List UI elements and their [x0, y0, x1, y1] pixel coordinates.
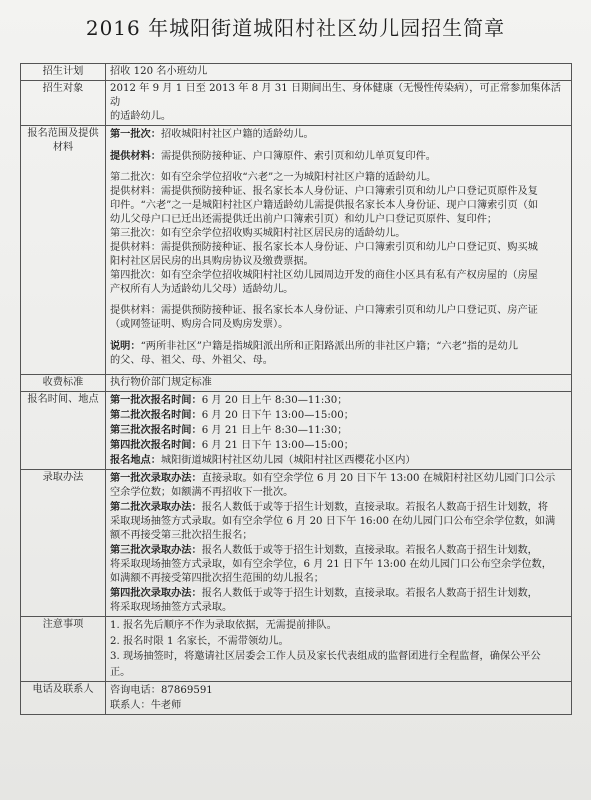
admission-line: 第三批次录取办法：报名人数低于或等于招生计划数，直接录取。若报名人数高于招生计划数， — [110, 544, 538, 556]
place-row: 报名地点：城阳街道城阳村社区幼儿园（城阳村社区西樱花小区内） — [110, 454, 416, 466]
admission-line: 将采取现场抽签方式录取，如有空余学位，6 月 21 日下午 13:00 在幼儿园门口公布空余学位数， — [110, 559, 552, 570]
target-line: 的适龄幼儿。 — [110, 111, 172, 122]
note-line: 说明：“两所非社区”户籍是指城阳派出所和正阳路派出所的非社区户籍；“六老”指的是幼儿 — [110, 340, 518, 352]
value-target — [106, 81, 572, 126]
admission-line: 第二批次录取办法：报名人数低于或等于招生计划数，直接录取。若报名人数高于招生计划数，将 — [110, 501, 549, 513]
batch4-material: （或网签证明、购房合同及购房发票）。 — [110, 319, 289, 330]
admission-line: 第一批次录取办法：直接录取。如有空余学位 6 月 20 日下午 13:00 在城阳村社区幼儿园门口公示 — [110, 472, 556, 484]
value-time — [106, 392, 572, 470]
notes-line: 1. 报名先后顺序不作为录取依据，无需提前排队。 — [110, 620, 337, 631]
label-plan: 招生计划 — [21, 64, 106, 81]
target-line: 2012 年 9 月 1 日至 2013 年 8 月 31 日期间出生、身体健康（无慢性传染病），可正常参加集体活动 — [110, 83, 561, 108]
row-notes — [21, 617, 572, 682]
batch2-line: 提供材料：需提供预防接种证、报名家长本人身份证、户口簿索引页和幼儿户口登记页原件及复 — [110, 186, 538, 197]
label-fee: 收费标准 — [21, 375, 106, 392]
value-plan: 招收 120 名小班幼儿 — [106, 64, 572, 81]
label-time: 报名时间、地点 — [21, 392, 106, 470]
batch2-line: 幼儿父母户口已迁出还需提供迁出前户口簿索引页）和幼儿户口登记页原件、复印件； — [110, 214, 498, 225]
row-contact — [21, 682, 572, 715]
row-fee — [21, 375, 572, 392]
batch3-line: 第三批次：如有空余学位招收购买城阳村社区居民房的适龄幼儿。 — [110, 228, 406, 239]
notes-line: 正。 — [110, 666, 131, 678]
time-row: 第三批次报名时间：6 月 21 日上午 8:30—11:30； — [110, 424, 348, 436]
label-scope: 报名范围及提供材料 — [21, 126, 106, 375]
label-notes: 注意事项 — [21, 617, 106, 682]
value-scope — [106, 126, 572, 375]
page-title: 2016 年城阳街道城阳村社区幼儿园招生简章 — [85, 16, 506, 40]
label-admission: 录取办法 — [21, 470, 106, 617]
batch4-material: 提供材料：需提供预防接种证、报名家长本人身份证、户口簿索引页和幼儿户口登记页、房产证 — [110, 305, 538, 316]
row-target — [21, 81, 572, 126]
label-contact: 电话及联系人 — [21, 682, 106, 715]
batch3-line: 提供材料：需提供预防接种证、报名家长本人身份证、户口簿索引页和幼儿户口登记页、购买城 — [110, 242, 538, 253]
admission-line: 采取现场抽签方式录取。如有空余学位 6 月 20 日下午 16:00 在幼儿园门口公布空余学位数，如满 — [110, 516, 556, 527]
value-contact — [106, 682, 572, 715]
batch2-line: 第二批次：如有空余学位招收“六老”之一为城阳村社区户籍的适龄幼儿。 — [110, 172, 437, 183]
contact-phone: 咨询电话：87869591 — [110, 685, 213, 696]
batch3-line: 阳村社区居民房的出具购房协议及缴费票据。 — [110, 256, 314, 267]
value-admission — [106, 470, 572, 617]
row-admission — [21, 470, 572, 617]
admission-line: 额不再接受第三批次招生报名； — [110, 530, 253, 541]
contact-person: 联系人：牛老师 — [110, 700, 182, 711]
admission-line: 第四批次录取办法：报名人数低于或等于招生计划数，直接录取。若报名人数高于招生计划数， — [110, 587, 538, 599]
row-scope — [21, 126, 572, 375]
value-fee: 执行物价部门规定标准 — [106, 375, 572, 392]
batch4-line: 产权所有人为适龄幼儿父母）适龄幼儿。 — [110, 284, 294, 295]
label-target: 招生对象 — [21, 81, 106, 126]
batch4-line: 第四批次：如有空余学位招收城阳村社区幼儿园周边开发的商住小区具有私有产权房屋的（房屋 — [110, 270, 538, 281]
row-plan — [21, 64, 572, 81]
enrollment-table — [20, 63, 572, 715]
value-notes — [106, 617, 572, 682]
admission-line: 如满额不再接受第四批次招生范围的幼儿报名； — [110, 573, 324, 584]
admission-line: 将采取现场抽签方式录取。 — [110, 602, 233, 613]
row-time — [21, 392, 572, 470]
batch1-line: 第一批次：招收城阳村社区户籍的适龄幼儿。 — [110, 128, 314, 140]
time-row: 第四批次报名时间：6 月 21 日下午 13:00—15:00； — [110, 439, 354, 451]
notes-line: 3. 现场抽签时，将邀请社区居委会工作人员及家长代表组成的监督团进行全程监督，确保公平公 — [110, 651, 541, 662]
time-row: 第一批次报名时间：6 月 20 日上午 8:30—11:30； — [110, 394, 348, 406]
batch1-material: 提供材料：需提供预防接种证、户口簿原件、索引页和幼儿单页复印件。 — [110, 150, 436, 162]
notes-line: 2. 报名时限 1 名家长，不需带领幼儿。 — [110, 635, 289, 647]
admission-line: 空余学位数；如额满不再招收下一批次。 — [110, 487, 294, 498]
batch2-line: 印件。“六老”之一是城阳村社区户籍适龄幼儿需提供报名家长本人身份证、现户口簿索引页（如 — [110, 200, 539, 211]
note-line: 的父、母、祖父、母、外祖父、母。 — [110, 355, 273, 366]
time-row: 第二批次报名时间：6 月 20 日下午 13:00—15:00； — [110, 409, 354, 421]
